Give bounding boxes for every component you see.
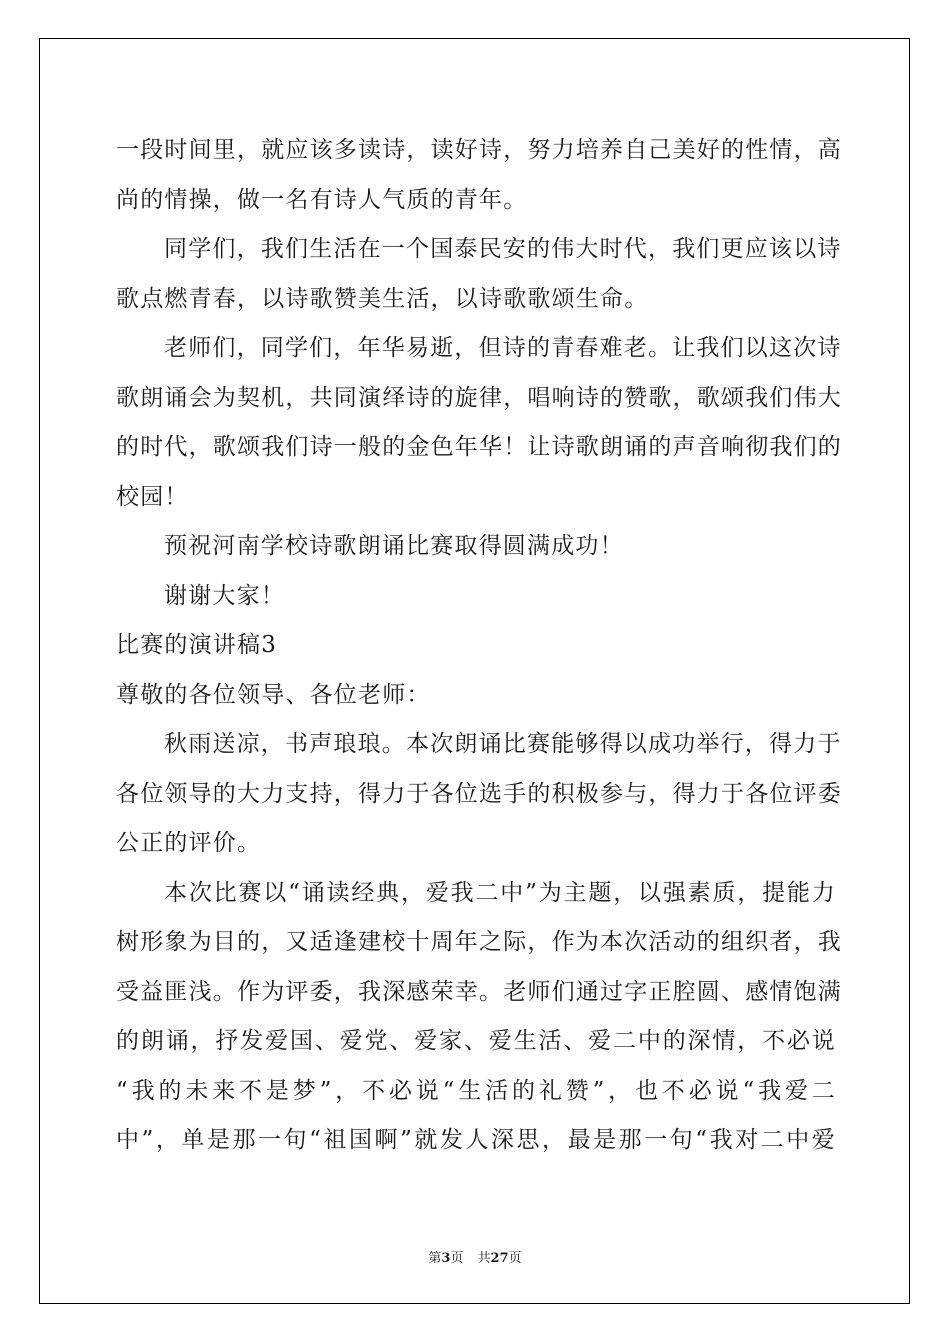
paragraph-start: 同学们，我们生活在一个国泰民安的伟大时代，我们更应该以诗 <box>164 236 842 262</box>
text-line: 歌点燃青春，以诗歌赞美生活，以诗歌歌颂生命。 <box>116 285 649 312</box>
text-line: 尚的情操，做一名有诗人气质的青年。 <box>116 186 528 213</box>
text-line: “我的未来不是梦”，不必说“生活的礼赞”，也不必说“我爱二 <box>116 1077 836 1104</box>
text-line: 各位领导的大力支持，得力于各位选手的积极参与，得力于各位评委 <box>116 780 842 807</box>
text-line: 歌朗诵会为契机，共同演绎诗的旋律，唱响诗的赞歌，歌颂我们伟大 <box>116 384 842 411</box>
paragraph-start: 老师们，同学们，年华易逝，但诗的青春难老。让我们以这次诗 <box>164 335 842 361</box>
text-line: 一段时间里，就应该多读诗，读好诗，努力培养自己美好的性情，高 <box>116 137 842 163</box>
page-total-suffix: 页 <box>508 1251 522 1266</box>
text-line: 中”，单是那一句“祖国啊”就发人深思，最是那一句“我对二中爱 <box>116 1127 836 1153</box>
page-total-prefix: 共 <box>477 1251 491 1266</box>
text-line: 校园！ <box>116 483 189 510</box>
document-body <box>116 126 842 1166</box>
section-heading: 比赛的演讲稿3 <box>116 632 278 658</box>
text-line: 的朗诵，抒发爱国、爱党、爱家、爱生活、爱二中的深情，不必说 <box>116 1028 836 1054</box>
paragraph-start: 预祝河南学校诗歌朗诵比赛取得圆满成功！ <box>164 533 624 559</box>
page-number-current: 3 <box>441 1251 451 1266</box>
page-number-prefix: 第 <box>428 1251 442 1266</box>
text-line: 的时代，歌颂我们诗一般的金色年华！让诗歌朗诵的声音响彻我们的 <box>116 434 842 460</box>
page-total-count: 27 <box>490 1251 509 1266</box>
salutation: 尊敬的各位领导、各位老师： <box>116 681 431 708</box>
paragraph-start: 谢谢大家！ <box>164 582 285 609</box>
paragraph-start: 本次比赛以“诵读经典，爱我二中”为主题，以强素质，提能力 <box>164 879 836 906</box>
text-line: 受益匪浅。作为评委，我深感荣幸。老师们通过字正腔圆、感情饱满 <box>116 978 842 1005</box>
page-number-suffix: 页 <box>450 1251 464 1266</box>
paragraph-start: 秋雨送凉，书声琅琅。本次朗诵比赛能够得以成功举行，得力于 <box>164 731 842 757</box>
text-line: 树形象为目的，又适逢建校十周年之际，作为本次活动的组织者，我 <box>116 929 842 955</box>
text-line: 公正的评价。 <box>116 830 262 856</box>
page-footer <box>0 1247 950 1266</box>
